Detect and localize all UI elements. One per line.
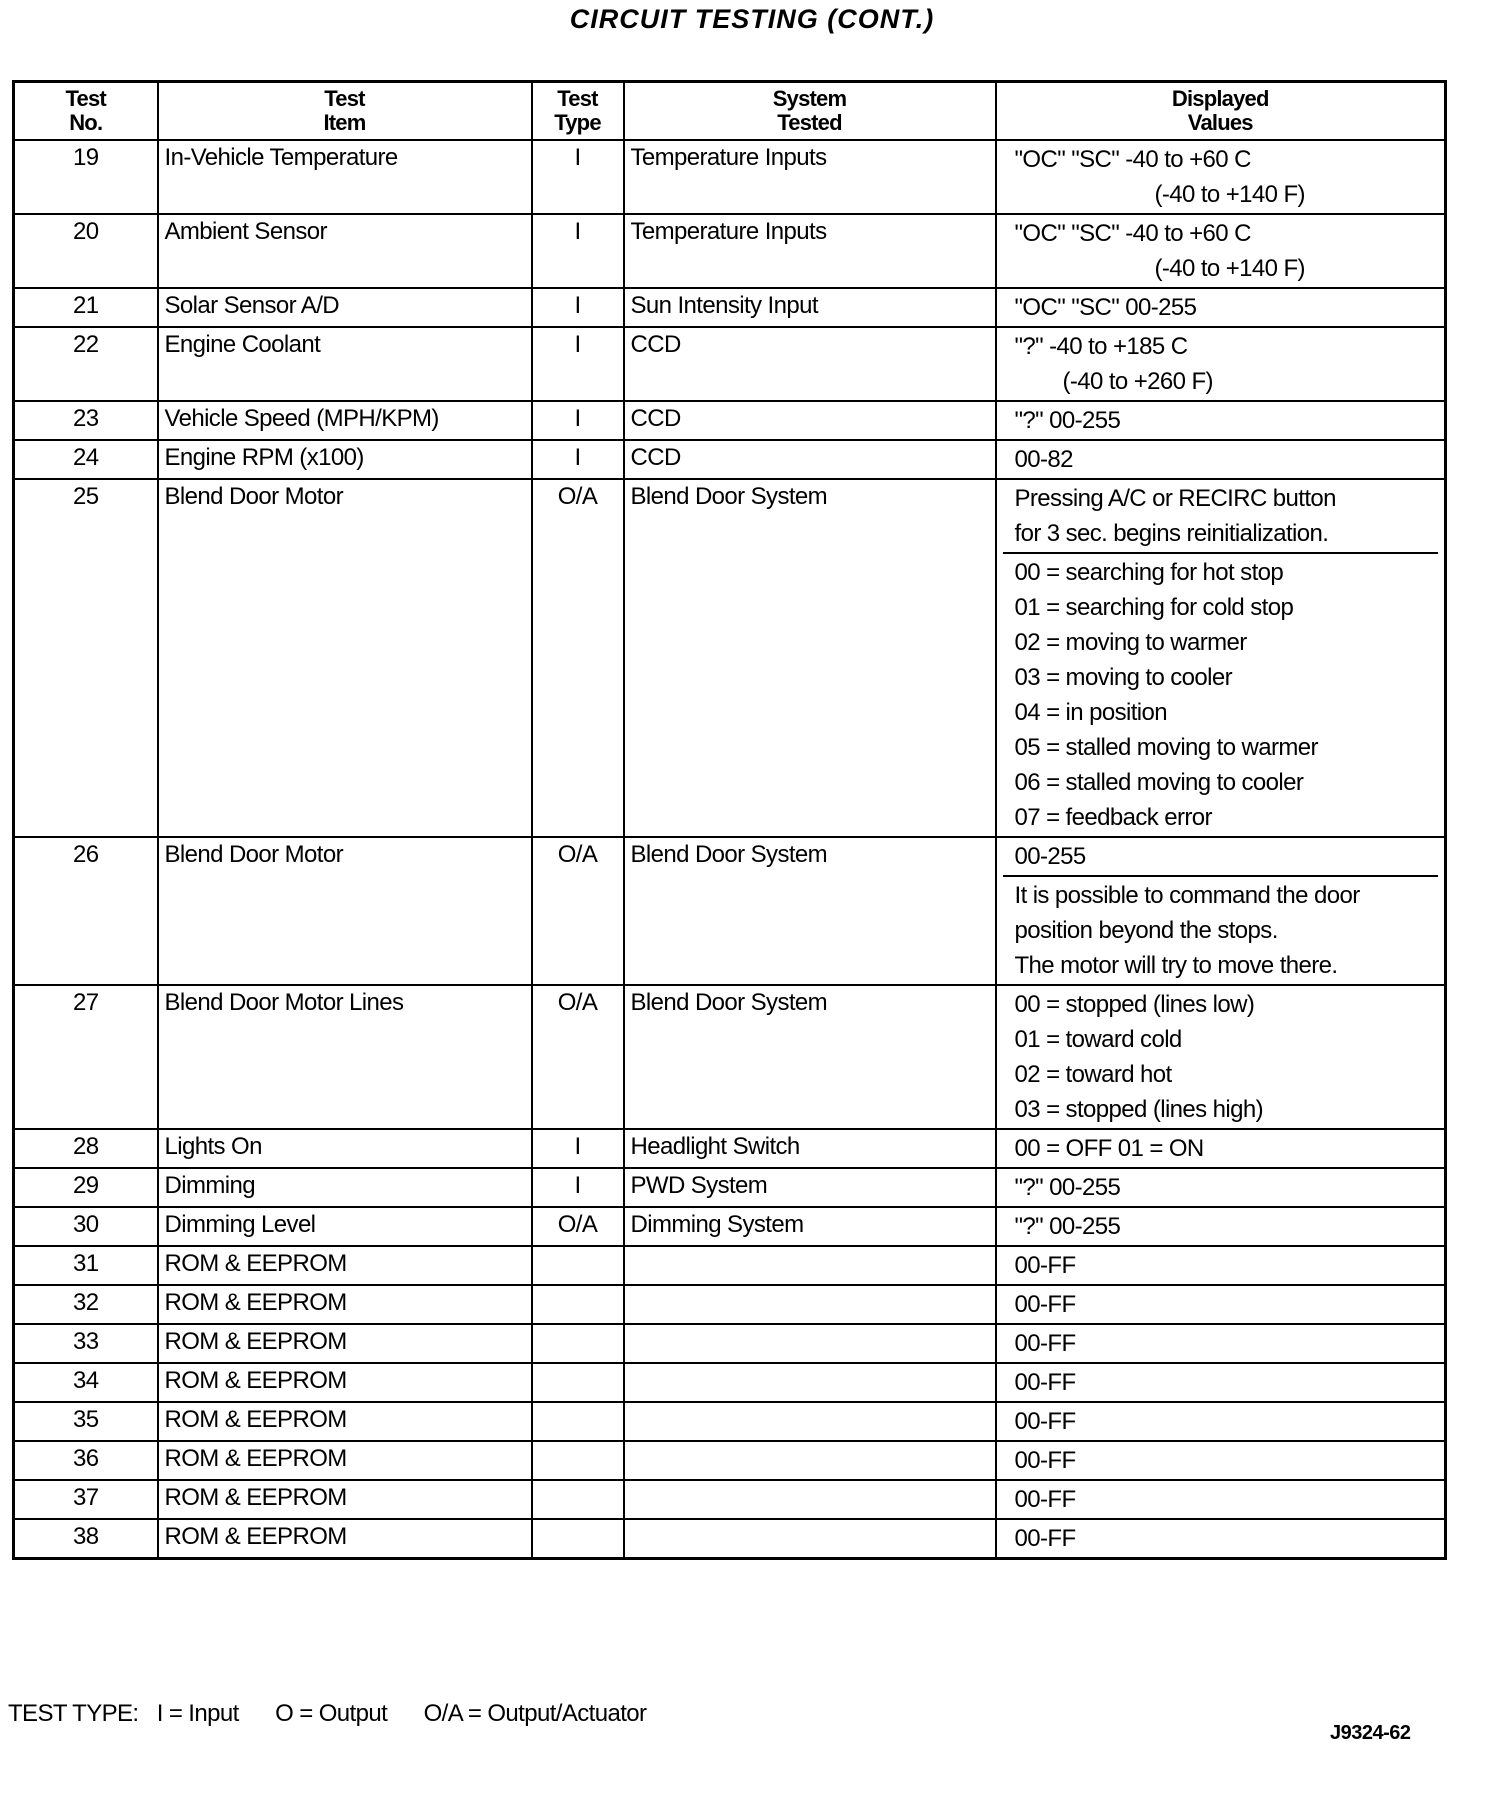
header-test-type <box>532 82 624 141</box>
header-line: Item <box>323 110 366 135</box>
value-line: 02 = toward hot <box>1014 1061 1172 1088</box>
value-box <box>1003 1208 1439 1245</box>
system-tested-cell: Blend Door System <box>624 985 996 1129</box>
test-type-cell: I <box>532 288 624 327</box>
displayed-values-cell <box>996 401 1446 440</box>
displayed-values-cell <box>996 1441 1446 1480</box>
table-row <box>14 1207 1446 1246</box>
displayed-values-cell <box>996 1207 1446 1246</box>
system-tested-cell: CCD <box>624 440 996 479</box>
displayed-values-cell <box>996 140 1446 214</box>
test-item-cell: ROM & EEPROM <box>158 1480 532 1519</box>
value-line: 06 = stalled moving to cooler <box>1014 769 1304 796</box>
value-box <box>1003 1169 1439 1206</box>
value-line: 00 = stopped (lines low) <box>1014 991 1255 1018</box>
value-box <box>1003 480 1439 552</box>
value-line: "?" -40 to +185 C <box>1014 333 1188 360</box>
system-tested-cell <box>624 1246 996 1285</box>
test-item-cell: ROM & EEPROM <box>158 1519 532 1559</box>
value-line: 03 = moving to cooler <box>1014 664 1233 691</box>
displayed-values-cell <box>996 479 1446 837</box>
test-item-cell: ROM & EEPROM <box>158 1324 532 1363</box>
displayed-values-cell <box>996 1168 1446 1207</box>
system-tested-cell: PWD System <box>624 1168 996 1207</box>
table-row <box>14 837 1446 985</box>
test-item-cell: Lights On <box>158 1129 532 1168</box>
page-title: CIRCUIT TESTING (CONT.) <box>569 4 935 34</box>
value-line: 05 = stalled moving to warmer <box>1014 734 1318 761</box>
value-line: (-40 to +140 F) <box>1154 255 1305 282</box>
value-box <box>1003 402 1439 439</box>
test-number-cell: 20 <box>14 214 158 288</box>
test-type-legend: TEST TYPE: I = Input O = Output O/A = Output/Actuator <box>8 1700 647 1727</box>
test-number-cell: 34 <box>14 1363 158 1402</box>
value-box <box>1003 838 1439 875</box>
value-line: 00-FF <box>1014 1330 1076 1357</box>
table-row <box>14 1168 1446 1207</box>
table-row <box>14 401 1446 440</box>
value-line: for 3 sec. begins reinitialization. <box>1014 520 1329 547</box>
value-line: 00-FF <box>1014 1252 1076 1279</box>
test-item-cell: Dimming <box>158 1168 532 1207</box>
header-line: System <box>772 86 847 111</box>
table-row <box>14 327 1446 401</box>
displayed-values-cell <box>996 1129 1446 1168</box>
table-row <box>14 1402 1446 1441</box>
displayed-values-cell <box>996 1363 1446 1402</box>
table-row <box>14 1285 1446 1324</box>
test-item-cell: ROM & EEPROM <box>158 1441 532 1480</box>
test-number-cell: 32 <box>14 1285 158 1324</box>
value-box <box>1003 215 1439 287</box>
value-line: 00-FF <box>1014 1486 1076 1513</box>
test-type-cell <box>532 1480 624 1519</box>
header-line: Test <box>324 86 365 111</box>
value-line: Pressing A/C or RECIRC button <box>1014 485 1336 512</box>
test-number-cell: 33 <box>14 1324 158 1363</box>
value-line: "?" 00-255 <box>1014 407 1121 434</box>
test-type-cell <box>532 1441 624 1480</box>
header-line: Test <box>65 86 106 111</box>
displayed-values-cell <box>996 1480 1446 1519</box>
value-line: 01 = toward cold <box>1014 1026 1182 1053</box>
test-number-cell: 21 <box>14 288 158 327</box>
test-number-cell: 37 <box>14 1480 158 1519</box>
displayed-values-cell <box>996 1402 1446 1441</box>
displayed-values-cell <box>996 1246 1446 1285</box>
test-number-cell: 27 <box>14 985 158 1129</box>
header-line: No. <box>69 110 103 135</box>
test-type-cell: I <box>532 327 624 401</box>
value-box <box>1003 1403 1439 1440</box>
value-box <box>1003 441 1439 478</box>
value-line: 07 = feedback error <box>1014 804 1212 831</box>
value-box <box>1003 1286 1439 1323</box>
value-box <box>1003 1325 1439 1362</box>
test-item-cell: Engine Coolant <box>158 327 532 401</box>
system-tested-cell: Blend Door System <box>624 837 996 985</box>
value-box <box>1003 875 1439 984</box>
test-item-cell: In-Vehicle Temperature <box>158 140 532 214</box>
test-number-cell: 29 <box>14 1168 158 1207</box>
value-line: 00-FF <box>1014 1447 1076 1474</box>
test-type-cell <box>532 1285 624 1324</box>
system-tested-cell <box>624 1519 996 1559</box>
test-number-cell: 28 <box>14 1129 158 1168</box>
test-number-cell: 25 <box>14 479 158 837</box>
header-line: Tested <box>777 110 842 135</box>
value-line: The motor will try to move there. <box>1014 952 1338 979</box>
table-body <box>14 140 1446 1559</box>
test-item-cell: ROM & EEPROM <box>158 1246 532 1285</box>
value-line: "OC" "SC" -40 to +60 C <box>1014 146 1251 173</box>
test-type-cell: O/A <box>532 837 624 985</box>
displayed-values-cell <box>996 1519 1446 1559</box>
table-row <box>14 1324 1446 1363</box>
table-row <box>14 288 1446 327</box>
value-line: (-40 to +260 F) <box>1062 368 1213 395</box>
test-type-cell: O/A <box>532 1207 624 1246</box>
test-type-cell: I <box>532 1129 624 1168</box>
value-box <box>1003 328 1439 400</box>
test-type-cell: I <box>532 1168 624 1207</box>
system-tested-cell <box>624 1285 996 1324</box>
test-item-cell: Solar Sensor A/D <box>158 288 532 327</box>
system-tested-cell: CCD <box>624 327 996 401</box>
header-line: Type <box>554 110 601 135</box>
header-test-item <box>158 82 532 141</box>
value-box <box>1003 1364 1439 1401</box>
value-line: 00-82 <box>1014 446 1073 473</box>
displayed-values-cell <box>996 327 1446 401</box>
system-tested-cell: Headlight Switch <box>624 1129 996 1168</box>
system-tested-cell: Dimming System <box>624 1207 996 1246</box>
table-row <box>14 1441 1446 1480</box>
test-number-cell: 19 <box>14 140 158 214</box>
header-test-no <box>14 82 158 141</box>
test-item-cell: Blend Door Motor <box>158 837 532 985</box>
displayed-values-cell <box>996 985 1446 1129</box>
value-line: "?" 00-255 <box>1014 1213 1121 1240</box>
displayed-values-cell <box>996 837 1446 985</box>
system-tested-cell <box>624 1441 996 1480</box>
table-row <box>14 1519 1446 1559</box>
test-type-cell: O/A <box>532 985 624 1129</box>
value-box <box>1003 986 1439 1128</box>
table-row <box>14 1246 1446 1285</box>
displayed-values-cell <box>996 440 1446 479</box>
value-line: "OC" "SC" 00-255 <box>1014 294 1197 321</box>
circuit-testing-table <box>12 80 1447 1560</box>
value-line: position beyond the stops. <box>1014 917 1278 944</box>
header-line: Test <box>557 86 598 111</box>
value-line: 02 = moving to warmer <box>1014 629 1247 656</box>
table-row <box>14 1480 1446 1519</box>
value-line: 00-255 <box>1014 843 1086 870</box>
test-item-cell: Blend Door Motor <box>158 479 532 837</box>
displayed-values-cell <box>996 1285 1446 1324</box>
table-row <box>14 214 1446 288</box>
system-tested-cell <box>624 1402 996 1441</box>
test-number-cell: 26 <box>14 837 158 985</box>
value-box <box>1003 552 1439 836</box>
value-box <box>1003 1247 1439 1284</box>
system-tested-cell <box>624 1363 996 1402</box>
header-displayed-values <box>996 82 1446 141</box>
value-box <box>1003 1442 1439 1479</box>
test-number-cell: 38 <box>14 1519 158 1559</box>
test-item-cell: ROM & EEPROM <box>158 1285 532 1324</box>
system-tested-cell: Blend Door System <box>624 479 996 837</box>
test-type-cell <box>532 1246 624 1285</box>
test-type-cell: I <box>532 214 624 288</box>
value-box <box>1003 1520 1439 1557</box>
test-number-cell: 31 <box>14 1246 158 1285</box>
value-line: (-40 to +140 F) <box>1154 181 1305 208</box>
header-system-tested <box>624 82 996 141</box>
value-box <box>1003 289 1439 326</box>
test-number-cell: 23 <box>14 401 158 440</box>
value-line: 03 = stopped (lines high) <box>1014 1096 1264 1123</box>
test-item-cell: ROM & EEPROM <box>158 1402 532 1441</box>
test-item-cell: ROM & EEPROM <box>158 1363 532 1402</box>
test-type-cell: I <box>532 401 624 440</box>
test-type-cell: I <box>532 140 624 214</box>
test-number-cell: 30 <box>14 1207 158 1246</box>
value-line: "OC" "SC" -40 to +60 C <box>1014 220 1251 247</box>
header-line: Values <box>1187 110 1253 135</box>
test-item-cell: Blend Door Motor Lines <box>158 985 532 1129</box>
table-row <box>14 140 1446 214</box>
displayed-values-cell <box>996 1324 1446 1363</box>
value-box <box>1003 141 1439 213</box>
value-line: 00-FF <box>1014 1525 1076 1552</box>
system-tested-cell: Sun Intensity Input <box>624 288 996 327</box>
displayed-values-cell <box>996 288 1446 327</box>
test-type-cell <box>532 1324 624 1363</box>
test-type-cell: O/A <box>532 479 624 837</box>
table-row <box>14 1129 1446 1168</box>
system-tested-cell: Temperature Inputs <box>624 214 996 288</box>
system-tested-cell: CCD <box>624 401 996 440</box>
value-line: 00 = searching for hot stop <box>1014 559 1284 586</box>
test-item-cell: Vehicle Speed (MPH/KPM) <box>158 401 532 440</box>
test-type-cell: I <box>532 440 624 479</box>
value-line: 00 = OFF 01 = ON <box>1014 1135 1204 1162</box>
value-line: It is possible to command the door <box>1014 882 1360 909</box>
test-item-cell: Dimming Level <box>158 1207 532 1246</box>
test-item-cell: Ambient Sensor <box>158 214 532 288</box>
test-number-cell: 35 <box>14 1402 158 1441</box>
value-box <box>1003 1130 1439 1167</box>
test-number-cell: 36 <box>14 1441 158 1480</box>
value-line: 00-FF <box>1014 1408 1076 1435</box>
table-header-row <box>14 82 1446 141</box>
system-tested-cell <box>624 1324 996 1363</box>
system-tested-cell: Temperature Inputs <box>624 140 996 214</box>
header-line: Displayed <box>1171 86 1269 111</box>
value-line: 01 = searching for cold stop <box>1014 594 1294 621</box>
value-line: 00-FF <box>1014 1369 1076 1396</box>
value-line: "?" 00-255 <box>1014 1174 1121 1201</box>
test-type-cell <box>532 1363 624 1402</box>
test-item-cell: Engine RPM (x100) <box>158 440 532 479</box>
displayed-values-cell <box>996 214 1446 288</box>
test-type-cell <box>532 1402 624 1441</box>
table-row <box>14 1363 1446 1402</box>
table-row <box>14 479 1446 837</box>
test-type-cell <box>532 1519 624 1559</box>
value-line: 00-FF <box>1014 1291 1076 1318</box>
value-line: 04 = in position <box>1014 699 1168 726</box>
test-number-cell: 24 <box>14 440 158 479</box>
figure-reference: J9324-62 <box>1330 1722 1411 1744</box>
table-row <box>14 440 1446 479</box>
system-tested-cell <box>624 1480 996 1519</box>
value-box <box>1003 1481 1439 1518</box>
table-row <box>14 985 1446 1129</box>
test-number-cell: 22 <box>14 327 158 401</box>
